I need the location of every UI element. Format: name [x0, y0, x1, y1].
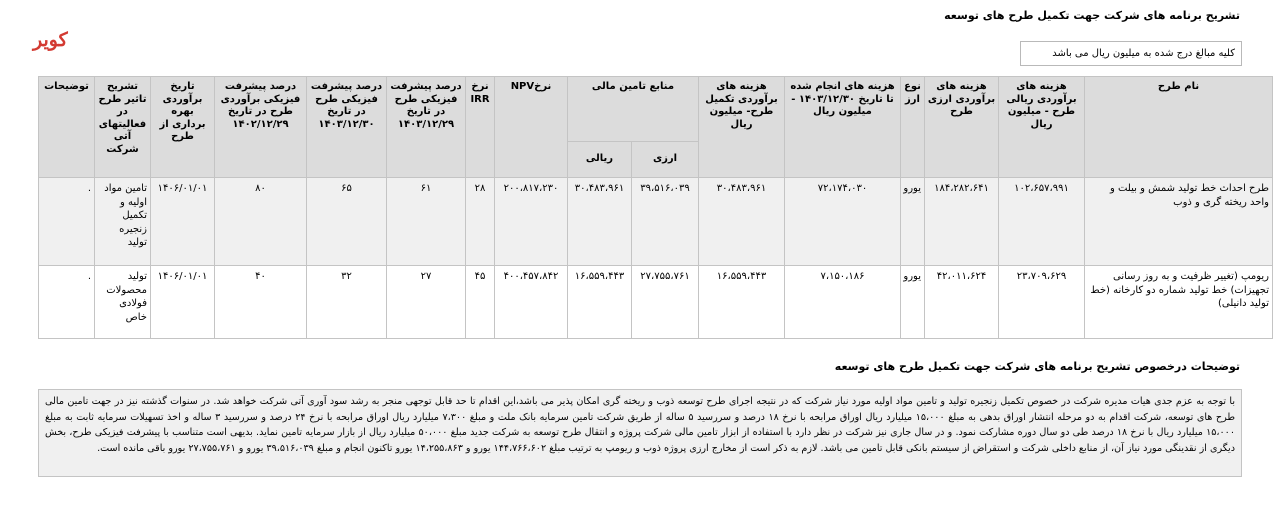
cell-name: طرح احداث خط تولید شمش و بیلت و واحد ریخته گری و ذوب: [1085, 178, 1273, 266]
header-progress-1: درصد پیشرفت فیزیکی طرح در تاریخ ۱۴۰۳/۱۲/۲۹: [387, 77, 466, 178]
header-completion-cost: هزینه های برآوردی تکمیل طرح- میلیون ریال: [699, 77, 785, 178]
cell-progress-3: ۴۰: [215, 266, 307, 339]
cell-currency: یورو: [901, 178, 925, 266]
table-row: [39, 266, 1273, 339]
header-progress-3: درصد پیشرفت فیزیکی برآوردی طرح در تاریخ ۱۴۰۲/۱۲/۲۹: [215, 77, 307, 178]
cell-fx-estimate: ۴۲،۰۱۱،۶۲۴: [925, 266, 999, 339]
cell-financing-rial: ۱۶،۵۵۹،۴۴۳: [568, 266, 632, 339]
cell-progress-1: ۲۷: [387, 266, 466, 339]
development-plans-table: [38, 76, 1273, 339]
header-progress-2: درصد پیشرفت فیزیکی طرح در تاریخ ۱۴۰۳/۱۲/۳۰: [307, 77, 387, 178]
header-spent: هزینه های انجام شده تا تاریخ ۱۴۰۳/۱۲/۳۰ - میلیون ریال: [785, 77, 901, 178]
cell-progress-2: ۳۲: [307, 266, 387, 339]
header-currency: نوع ارز: [901, 77, 925, 178]
notes-title: توضیحات درخصوص تشریح برنامه های شرکت جهت تکمیل طرح های توسعه: [834, 360, 1240, 373]
header-npv: نرخNPV: [495, 77, 568, 178]
header-financing-rial: ریالی: [568, 142, 632, 178]
header-rial-estimate: هزینه های برآوردی ریالی طرح - میلیون ریال: [999, 77, 1085, 178]
page-title: تشریح برنامه های شرکت جهت تکمیل طرح های توسعه: [944, 9, 1240, 22]
cell-progress-2: ۶۵: [307, 178, 387, 266]
cell-spent: ۷،۱۵۰،۱۸۶: [785, 266, 901, 339]
cell-operation-date: ۱۴۰۶/۰۱/۰۱: [151, 266, 215, 339]
cell-impact: تولید محصولات فولادی خاص: [95, 266, 151, 339]
cell-progress-3: ۸۰: [215, 178, 307, 266]
cell-financing-fx: ۳۹،۵۱۶،۰۳۹: [632, 178, 699, 266]
cell-impact: تامین مواد اولیه و تکمیل زنجیره تولید: [95, 178, 151, 266]
header-impact: تشریح تاثیر طرح در فعالیتهای آتی شرکت: [95, 77, 151, 178]
cell-completion-cost: ۱۶،۵۵۹،۴۴۳: [699, 266, 785, 339]
cell-remarks: .: [39, 178, 95, 266]
company-logo: کویر: [33, 29, 68, 51]
cell-spent: ۷۲،۱۷۴،۰۳۰: [785, 178, 901, 266]
table-header-row: [39, 77, 1273, 142]
header-irr: نرخ IRR: [466, 77, 495, 178]
cell-progress-1: ۶۱: [387, 178, 466, 266]
header-fx-estimate: هزینه های برآوردی ارزی طرح: [925, 77, 999, 178]
header-name: نام طرح: [1085, 77, 1273, 178]
cell-remarks: .: [39, 266, 95, 339]
cell-operation-date: ۱۴۰۶/۰۱/۰۱: [151, 178, 215, 266]
cell-rial-estimate: ۲۳،۷۰۹،۶۲۹: [999, 266, 1085, 339]
header-financing-fx: ارزی: [632, 142, 699, 178]
cell-rial-estimate: ۱۰۲،۶۵۷،۹۹۱: [999, 178, 1085, 266]
cell-fx-estimate: ۱۸۴،۲۸۲،۶۴۱: [925, 178, 999, 266]
cell-irr: ۲۸: [466, 178, 495, 266]
table-row: [39, 178, 1273, 266]
cell-npv: ۴۰۰،۴۵۷،۸۴۲: [495, 266, 568, 339]
unit-note: کلیه مبالغ درج شده به میلیون ریال می باشد: [1020, 41, 1242, 66]
header-remarks: توضیحات: [39, 77, 95, 178]
header-financing: منابع تامین مالی: [568, 77, 699, 142]
header-operation-date: تاریخ برآوردی بهره برداری از طرح: [151, 77, 215, 178]
cell-financing-fx: ۲۷،۷۵۵،۷۶۱: [632, 266, 699, 339]
cell-npv: ۲۰۰،۸۱۷،۲۳۰: [495, 178, 568, 266]
notes-text: با توجه به عزم جدی هیات مدیره شرکت در خصوص تکمیل زنجیره تولید و تامین مواد اولیه مورد نیاز شرکت که در نتیجه اجرای طرح توسعه ذوب و ریخته گری امکان پذیر می باشد،این اقدام تا حد قابل توجهی منجر به رشد سود آوری آتی شرکت خواهد شد. در سنوات گذشته نیز در جهت تامین مالی طرح های توسعه، شرکت اقدام به دو مرحله انتشار اوراق بدهی به مبلغ ۱۵،۰۰۰ میلیارد ریال اوراق مرابحه با نرخ ۱۸ درصد و سررسید ۵ ساله از طریق شرکت تامین سرمایه بانک ملت و مبلغ ۷،۳۰۰ میلیارد ریال اوراق مرابحه با نرخ ۲۴ درصد و سررسید ۳ ساله و اخذ تسهیلات سرمایه ثابت به مبلغ ۱۵،۰۰۰ میلیارد ریال با نرخ ۱۸ درصد طی دو سال دوره مشارکت نمود. و در سال جاری نیز شرکت در نظر دارد با استفاده از ابزار تامین مالی شرکت پروژه و انتقال طرح توسعه به شرکت جدید مبلغ ۵۰،۰۰۰ میلیارد ریال از بازار سرمایه تامین نماید. بدیهی است متناسب با پیشرفت فیزیکی طرح، بخش دیگری از نقدینگی مورد نیاز آن، از منابع داخلی شرکت و استقراض از سیستم بانکی قابل تامین می باشد. لازم به ذکر است از مخارج ارزی پروژه ذوب و ریومپ به ترتیب مبلغ ۱۴۴،۷۶۶،۶۰۲ یورو و ۱۴،۲۵۵،۸۶۳ یورو تاکنون انجام و مبلغ ۳۹،۵۱۶،۰۳۹ یورو و ۲۷،۷۵۵،۷۶۱ یورو باقی مانده است.: [38, 389, 1242, 477]
cell-financing-rial: ۳۰،۴۸۳،۹۶۱: [568, 178, 632, 266]
cell-completion-cost: ۳۰،۴۸۳،۹۶۱: [699, 178, 785, 266]
cell-name: ریومپ (تغییر ظرفیت و به روز رسانی تجهیزات) خط تولید شماره دو کارخانه (خط تولید دانیلی): [1085, 266, 1273, 339]
cell-currency: یورو: [901, 266, 925, 339]
cell-irr: ۴۵: [466, 266, 495, 339]
